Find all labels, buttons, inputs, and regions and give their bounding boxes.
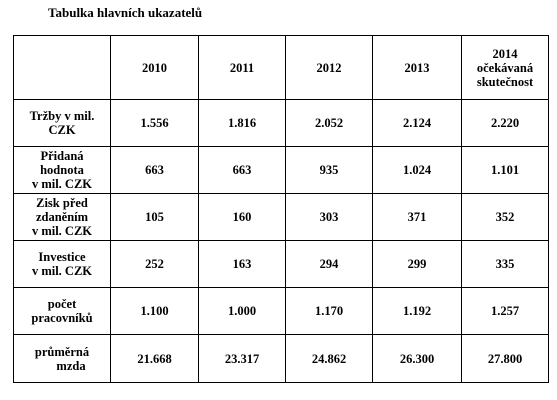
table-cell: 105 xyxy=(111,194,199,241)
row-label-line: v mil. CZK xyxy=(31,264,93,278)
table-row-pretax-profit xyxy=(14,194,549,241)
row-label-revenue xyxy=(14,100,111,147)
table-cell: 1.816 xyxy=(199,100,286,147)
table-row-average-wage xyxy=(14,335,549,383)
table-cell: 1.024 xyxy=(373,147,462,194)
table-row-value-added xyxy=(14,147,549,194)
header-empty-cell xyxy=(14,36,111,100)
table-cell: 2.220 xyxy=(462,100,549,147)
row-label-line: Zisk před xyxy=(36,196,88,210)
row-label-line: v mil. CZK xyxy=(31,224,93,238)
table-row-investment xyxy=(14,241,549,288)
row-label-line: Tržby v mil. xyxy=(29,109,95,123)
row-label-investment xyxy=(14,241,111,288)
table-cell: 1.192 xyxy=(373,288,462,335)
header-year-2013: 2013 xyxy=(373,36,462,100)
table-cell: 294 xyxy=(286,241,373,288)
row-label-line: hodnota xyxy=(40,163,84,177)
row-label-line: v mil. CZK xyxy=(31,177,93,191)
table-row-revenue xyxy=(14,100,549,147)
row-label-line: CZK xyxy=(48,123,76,137)
header-year-2012: 2012 xyxy=(286,36,373,100)
table-cell: 663 xyxy=(199,147,286,194)
table-header-row xyxy=(14,36,549,100)
table-cell: 26.300 xyxy=(373,335,462,383)
row-label-line: počet xyxy=(47,297,77,311)
header-year-2010: 2010 xyxy=(111,36,199,100)
table-cell: 1.257 xyxy=(462,288,549,335)
table-cell: 1.170 xyxy=(286,288,373,335)
header-2014-actual: skutečnost xyxy=(476,74,534,89)
row-label-average-wage xyxy=(14,335,111,383)
table-cell: 252 xyxy=(111,241,199,288)
row-label-line: pracovníků xyxy=(31,311,93,325)
table-cell: 663 xyxy=(111,147,199,194)
header-2014-expected: očekávaná xyxy=(476,60,534,75)
table-cell: 1.000 xyxy=(199,288,286,335)
table-cell: 1.101 xyxy=(462,147,549,194)
row-label-line: Přidaná xyxy=(40,149,84,163)
table-cell: 1.100 xyxy=(111,288,199,335)
header-year-2011: 2011 xyxy=(199,36,286,100)
table-row-employees xyxy=(14,288,549,335)
row-label-employees xyxy=(14,288,111,335)
row-label-line: mzda xyxy=(56,358,86,373)
table-cell: 299 xyxy=(373,241,462,288)
indicators-table xyxy=(13,35,549,383)
table-cell: 24.862 xyxy=(286,335,373,383)
row-label-value-added xyxy=(14,147,111,194)
row-label-line: Investice xyxy=(38,250,86,264)
table-cell: 935 xyxy=(286,147,373,194)
table-cell: 2.124 xyxy=(373,100,462,147)
table-cell: 335 xyxy=(462,241,549,288)
table-cell: 352 xyxy=(462,194,549,241)
document-title: Tabulka hlavních ukazatelů xyxy=(48,5,203,20)
table-cell: 27.800 xyxy=(462,335,549,383)
table-cell: 23.317 xyxy=(199,335,286,383)
table-cell: 163 xyxy=(199,241,286,288)
table-cell: 160 xyxy=(199,194,286,241)
table-cell: 2.052 xyxy=(286,100,373,147)
row-label-line: průměrná xyxy=(34,344,90,359)
table-cell: 21.668 xyxy=(111,335,199,383)
header-year-2014-label: 2014 xyxy=(492,46,518,61)
header-year-2014 xyxy=(462,36,549,100)
row-label-line: zdaněním xyxy=(35,210,89,224)
table-cell: 371 xyxy=(373,194,462,241)
table-cell: 1.556 xyxy=(111,100,199,147)
table-cell: 303 xyxy=(286,194,373,241)
row-label-pretax-profit xyxy=(14,194,111,241)
